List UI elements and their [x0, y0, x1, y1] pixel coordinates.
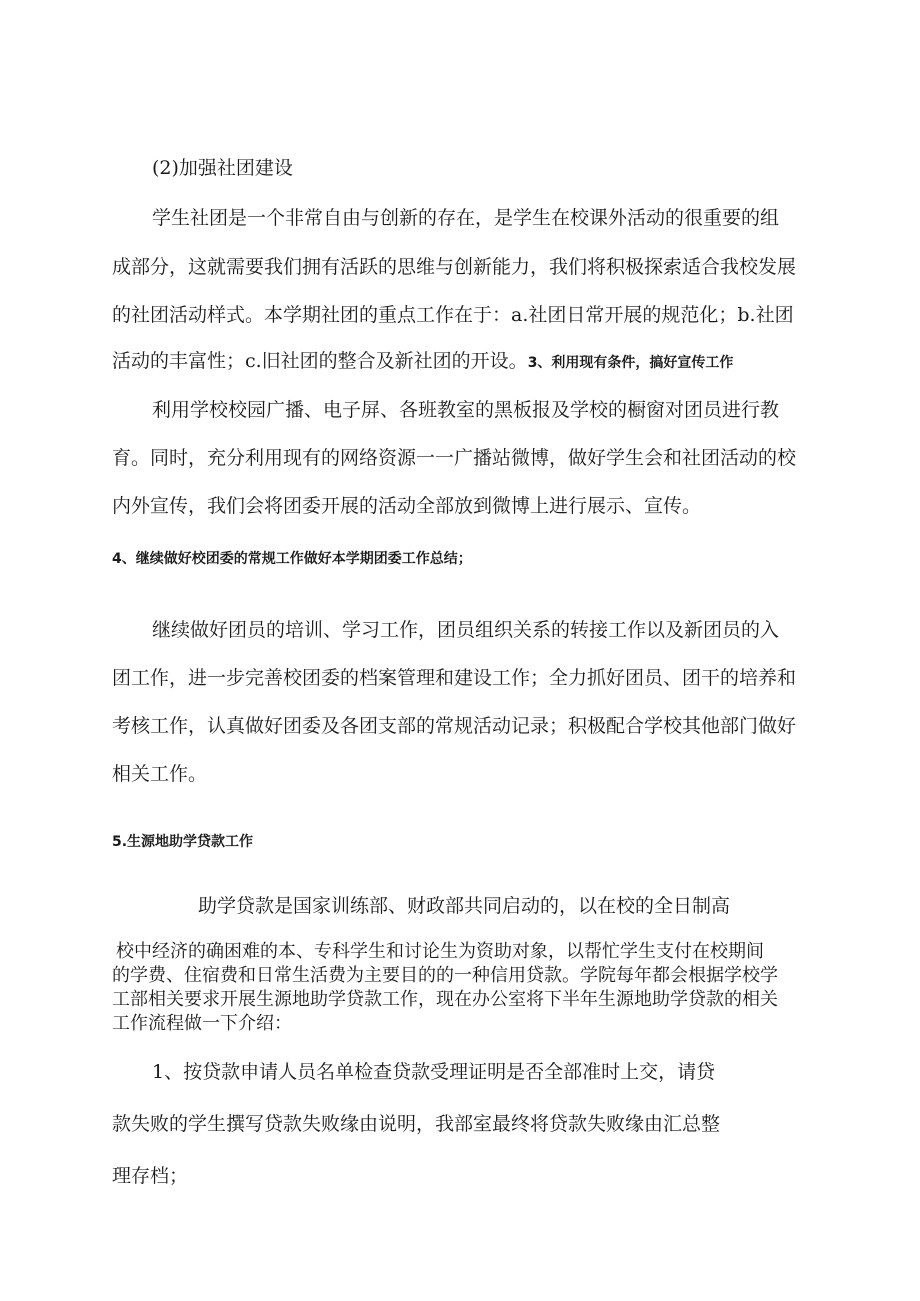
paragraph-line: 相关工作。 — [112, 763, 208, 785]
paragraph-line: 助学贷款是国家训练部、财政部共同启动的，以在校的全日制高 — [198, 895, 731, 917]
paragraph-line: 内外宣传，我们会将团委开展的活动全部放到微博上进行展示、宣传。 — [112, 495, 702, 517]
paragraph-line: 的学费、住宿费和日常生活费为主要目的的一种信用贷款。学院每年都会根据学校学 — [112, 965, 778, 986]
list-item-line: 理存档； — [112, 1165, 189, 1187]
list-item-line: 1、按贷款申请人员名单检查贷款受理证明是否全部准时上交，请贷 — [152, 1061, 716, 1083]
section-heading-5: 5.生源地助学贷款工作 — [112, 834, 254, 850]
section-heading-4: 4、继续做好校团委的常规工作做好本学期团委工作总结； — [112, 551, 472, 567]
list-item-line: 款失败的学生撰写贷款失败缘由说明，我部室最终将贷款失败缘由汇总整 — [112, 1113, 721, 1135]
section-heading-2: (2)加强社团建设 — [152, 157, 293, 179]
paragraph-line: 考核工作，认真做好团委及各团支部的常规活动记录；积极配合学校其他部门做好 — [112, 715, 797, 737]
paragraph-line: 育。同时，充分利用现有的网络资源一一广播站微博，做好学生会和社团活动的校 — [112, 447, 797, 469]
paragraph-line: 的社团活动样式。本学期社团的重点工作在于：a.社团日常开展的规范化；b.社团 — [112, 304, 794, 326]
paragraph-line: 校中经济的确困难的本、专科学生和讨论生为资助对象，以帮忙学生支付在校期间 — [116, 941, 764, 962]
paragraph-line: 继续做好团员的培训、学习工作，团员组织关系的转接工作以及新团员的入 — [152, 619, 780, 641]
paragraph-line: 团工作，进一步完善校团委的档案管理和建设工作；全力抓好团员、团干的培养和 — [112, 667, 797, 689]
paragraph-line-with-heading — [112, 349, 733, 375]
paragraph-line: 工作流程做一下介绍： — [112, 1013, 292, 1034]
paragraph-line: 利用学校校园广播、电子屏、各班教室的黑板报及学校的橱窗对团员进行教 — [152, 399, 780, 421]
paragraph-line: 成部分，这就需要我们拥有活跃的思维与创新能力，我们将积极探索适合我校发展 — [112, 256, 797, 278]
paragraph-line: 学生社团是一个非常自由与创新的存在，是学生在校课外活动的很重要的组 — [152, 207, 780, 229]
paragraph-line: 活动的丰富性；c.旧社团的整合及新社团的开设。 — [112, 350, 528, 372]
section-heading-3: 3、利用现有条件，搞好宣传工作 — [527, 355, 734, 371]
paragraph-line: 工部相关要求开展生源地助学贷款工作，现在办公室将下半年生源地助学贷款的相关 — [112, 989, 778, 1010]
